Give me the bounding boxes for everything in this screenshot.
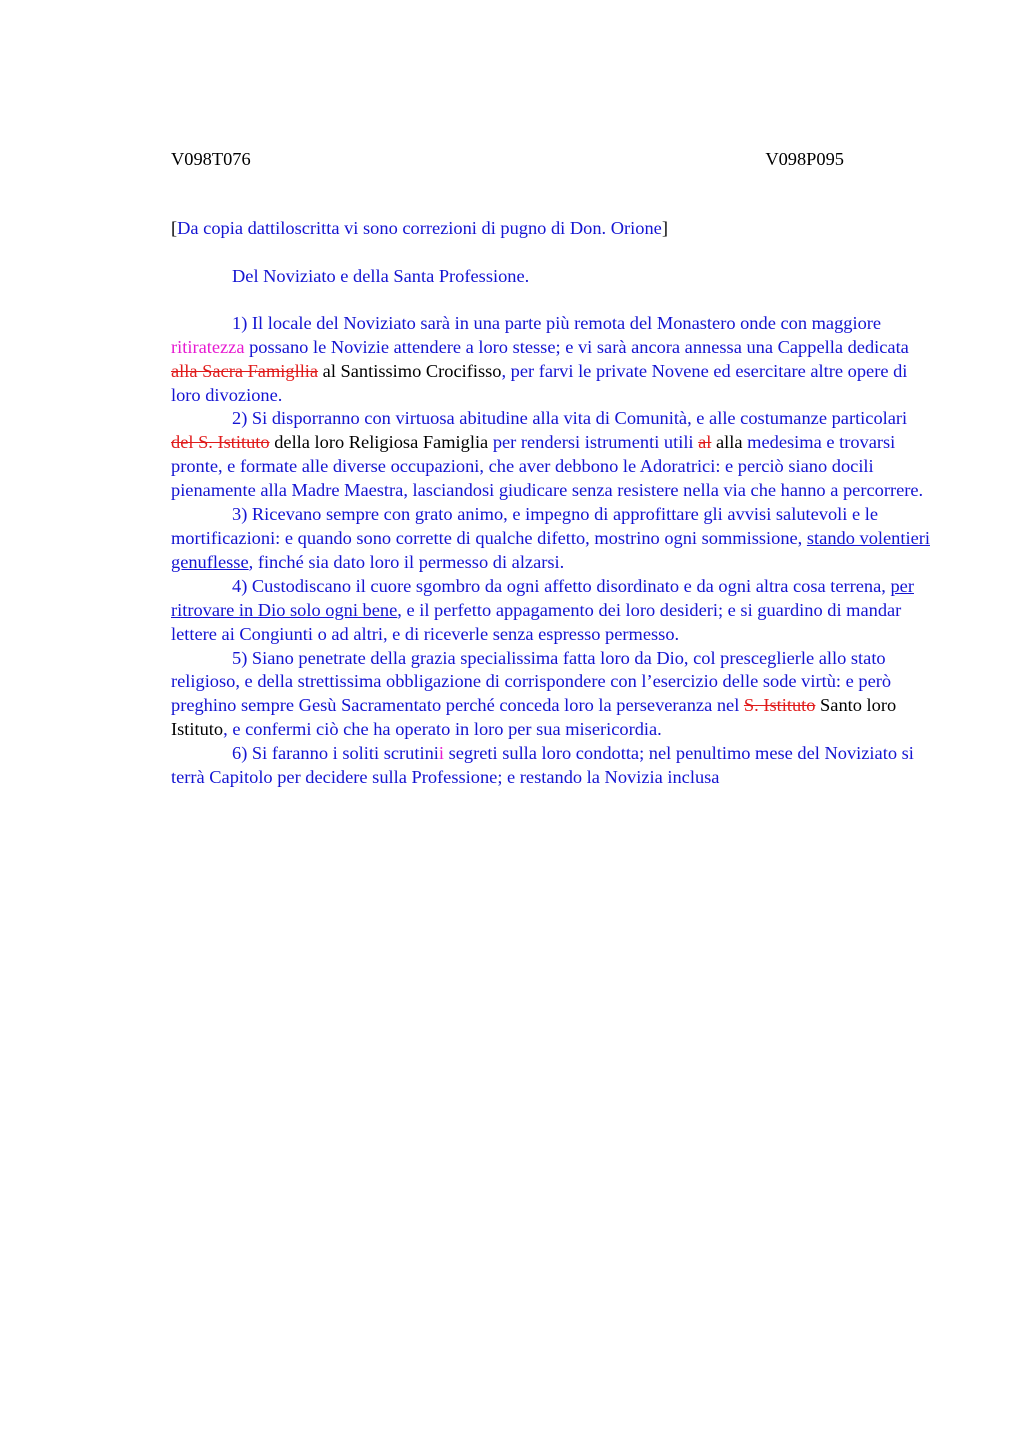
paragraph-1 — [171, 312, 931, 408]
text-inserted: Santo loro Istituto — [171, 695, 897, 740]
text-original: possano le Novizie attendere a loro stesse; e vi sarà ancora annessa una Cappella dedicata — [244, 336, 909, 357]
text-original: 2) Si disporranno con virtuosa abitudine alla vita di Comunità, e alle costumanze particolari — [232, 408, 908, 429]
text-original: 6) Si faranno i soliti scrutini — [232, 743, 439, 764]
document-code-right: V098P095 — [765, 149, 844, 169]
paragraph-list — [171, 312, 931, 790]
text-original: 5) Siano penetrate della grazia specialissima fatta loro da Dio, col presceglierle allo stato religioso, e della strettissima obbligazione di corrispondere con l’esercizio delle sode virtù: e però preghino sempre Gesù Sacramentato perché conceda loro la perseveranza nel — [171, 647, 892, 716]
document-body — [171, 217, 931, 790]
note-close-bracket: ] — [661, 218, 668, 238]
text-original: , e confermi ciò che ha operato in loro per sua misericordia. — [223, 719, 662, 740]
text-inserted: della loro Religiosa Famiglia — [269, 432, 489, 453]
text-deleted: S. Istituto — [743, 695, 816, 716]
paragraph-3 — [171, 503, 931, 575]
editorial-note — [171, 217, 931, 241]
text-original: segreti sulla loro condotta; nel penultimo mese del Noviziato si terrà Capitolo per decidere sulla Professione; e restando la Novizia inclusa — [171, 743, 914, 788]
text-deleted: alla Sacra Famigllia — [171, 360, 319, 381]
document-code-left: V098T076 — [171, 149, 251, 169]
text-original: , per farvi le private Novene ed esercitare altre opere di loro divozione. — [171, 360, 908, 405]
note-open-bracket: [ — [171, 218, 178, 238]
text-original: 4) Custodiscano il cuore sgombro da ogni affetto disordinato e da ogni altra cosa terrena, — [232, 575, 891, 596]
paragraph-5 — [171, 647, 931, 743]
text-original: per rendersi istrumenti utili — [488, 432, 699, 453]
text-original: , e il perfetto appagamento dei loro desideri; e si guardino di mandar lettere ai Congiunti o ad altri, e di riceverle senza espresso permesso. — [171, 599, 902, 644]
text-inserted: alla — [711, 432, 743, 453]
paragraph-4 — [171, 575, 931, 647]
page-header — [171, 147, 844, 171]
text-original: 1) Il locale del Noviziato sarà in una parte più remota del Monastero onde con maggiore — [232, 312, 882, 333]
note-text: Da copia dattiloscritta vi sono correzioni di pugno di Don. Orione — [177, 218, 662, 238]
paragraph-6 — [171, 742, 931, 790]
text-deleted: al — [698, 432, 712, 453]
text-underlined: stando volentieri genuflesse — [171, 527, 930, 572]
text-original: , finché sia dato loro il permesso di alzarsi. — [248, 551, 565, 572]
text-original: 3) Ricevano sempre con grato animo, e impegno di approfittare gli avvisi salutevoli e le mortificazioni: e quando sono corrette di qualche difetto, mostrino ogni sommissione, — [171, 504, 879, 548]
text-original: medesima e trovarsi pronte, e formate alle diverse occupazioni, che aver debbono le Adoratrici: e perciò siano docili pienamente alla Madre Maestra, lasciandosi giudicare senza resistere nella via che hanno a percorrere. — [171, 432, 924, 501]
text-deleted: del S. Istituto — [171, 432, 270, 453]
section-title: Del Noviziato e della Santa Professione. — [232, 265, 530, 286]
text-highlighted: i — [438, 743, 444, 764]
text-underlined: per ritrovare in Dio solo ogni bene — [171, 575, 914, 620]
text-highlighted: ritiratezza — [171, 336, 245, 357]
paragraph-2 — [171, 407, 931, 503]
text-inserted: al Santissimo Crocifisso — [318, 360, 502, 381]
